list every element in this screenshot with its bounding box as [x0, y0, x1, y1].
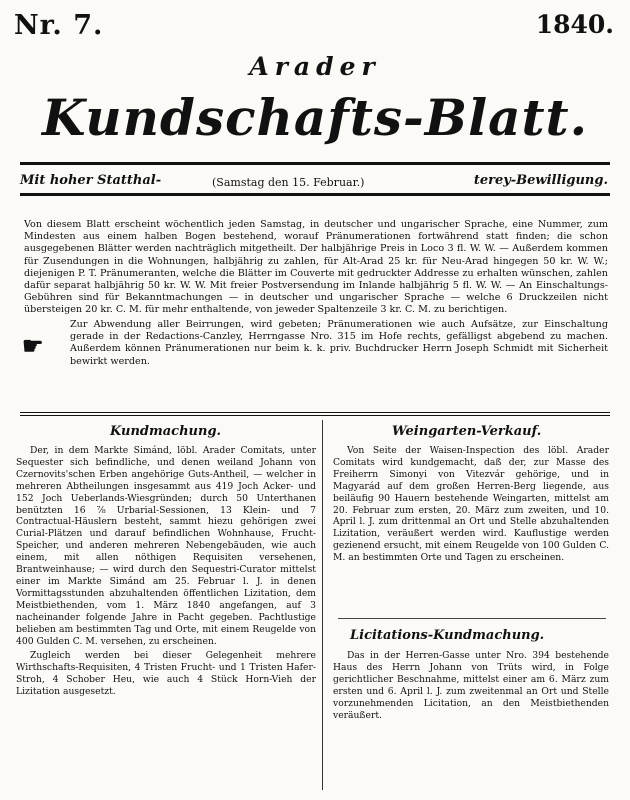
- masthead-title: Kundschafts-Blatt.: [41, 88, 589, 147]
- masthead-rule-bottom: [20, 193, 610, 196]
- heading-licitations-kundmachung: Licitations-Kundmachung.: [350, 628, 545, 643]
- masthead-subtitle: Arader: [249, 52, 381, 81]
- permit-left: Mit hoher Statthal-: [20, 173, 162, 188]
- section-divider: [20, 412, 610, 413]
- submission-notice: Zur Abwendung aller Beirrungen, wird gebeten; Pränumerationen wie auch Aufsätze, zur Einschaltung gerade in der Redactions-Canzley, Herrngasse Nro. 315 im Hofe rechts, gefälligst abgebend zu machen. Außerdem können Pränumerationen nur beim k. k. priv. Buchdrucker Herrn Joseph Schmidt mit Sicherheit bewirkt werden.: [70, 319, 608, 367]
- right-article-2-paragraph: Das in der Herren-Gasse unter Nro. 394 bestehende Haus des Herrn Johann von Trüts wird, in Folge gerichtlicher Beschnahme, mittelst einer am 6. März zum ersten und 6. April l. J. zum zweitenmal an Ort und Stelle vorzunehmenden Licitation, an den Meistbiethenden veräußert.: [333, 650, 609, 721]
- right-article-2-body: [333, 650, 609, 724]
- issue-year: 1840.: [535, 10, 614, 39]
- left-article-body: [16, 445, 316, 701]
- left-article-paragraph-2: Zugleich werden bei dieser Gelegenheit mehrere Wirthschafts-Requisiten, 4 Tristen Frucht- und 1 Tristen Hafer-Stroh, 4 Schober Heu, wie auch 4 Stück Horn-Vieh der Lizitation ausgesetzt.: [16, 650, 316, 698]
- heading-weingarten-verkauf: Weingarten-Verkauf.: [392, 424, 542, 439]
- right-column-divider: [338, 618, 606, 619]
- subscription-notice: Von diesem Blatt erscheint wöchentlich jeden Samstag, in deutscher und ungarischer Sprache, eine Nummer, zum Mindesten aus einem halben Bogen bestehend, worauf Pränumerationen fortwährend statt finden; die schon ausgegebenen Blätter werden nachträglich mitgetheilt. Der halbjährige Preis in Loco 3 fl. W. W. — Außerdem kommen für Zusendungen in die Wohnungen, halbjährig zu zahlen, für Alt-Arad 25 kr. für Neu-Arad hingegen 50 kr. W. W.; diejenigen P. T. Pränumeranten, welche die Blätter im Couverte mit gedruckter Addresse zu erhalten wünschen, zahlen dafür separat halbjährig 50 kr. W. W. Mit freier Postversendung im Inlande halbjährig 5 fl. W. W. — An Einschaltungs-Gebühren sind für Bekanntmachungen — in deutscher und ungarischer Sprache — welche 6 Druckzeilen nicht übersteigen 20 kr. C. M. für mehr enthaltende, von jeweder Spaltenzeile 3 kr. C. M. zu berichtigen.: [24, 219, 608, 316]
- heading-kundmachung: Kundmachung.: [110, 424, 222, 439]
- issue-number: Nr. 7.: [14, 10, 104, 41]
- section-divider-2: [20, 415, 610, 416]
- column-divider: [322, 420, 323, 790]
- pointing-hand-icon: ☛: [22, 331, 44, 360]
- masthead-rule-top: [20, 162, 610, 165]
- right-article-1-paragraph: Von Seite der Waisen-Inspection des löbl. Arader Comitats wird kundgemacht, daß der, zur Masse des Freiherrn Simonyi von Vitezvár gehörige, und in Magyarád auf dem großen Herren-Berg liegende, aus beiläufig 90 Hauern bestehende Weingarten, mittelst am 20. Februar zum ersten, 20. März zum zweiten, und 10. April l. J. zum drittenmal an Ort und Stelle abzuhaltenden Lizitation, veräußert werden wird. Kauflustige werden gezienend ersucht, mit einem Reugelde von 100 Gulden C. M. an bestimmten Orte und Tagen zu erscheinen.: [333, 445, 609, 564]
- left-article-paragraph-1: Der, in dem Markte Simánd, löbl. Arader Comitats, unter Sequester sich befindliche, und denen weiland Johann von Czernovits'schen Erben angehörige Guts-Antheil, — welcher in mehreren Abtheilungen insgesammt aus 419 Joch Acker- und 152 Joch Ueberlands-Wiesgründen; durch 50 Unterthanen benützten 16 ⅞ Urbarial-Sessionen, 13 Klein- und 7 Contractual-Häuslern besteht, sammt hiezu gehörigen zwei Curial-Plätzen und darauf befindlichen Wohnhause, Frucht-Speicher, und anderen mehreren Nebengebäuden, wie auch einem, mit allen nöthigen Requisiten versehenen, Brantweinhause; — wird durch den Sequestri-Curator mittelst einer im Markte Simánd am 25. Februar l. J. in denen Vormittagsstunden abzuhaltenden öffentlichen Lizitation, dem Meistbiethenden, vom 1. März 1840 angefangen, auf 3 nacheinander folgende Jahre in Pacht gegeben. Pachtlustige belieben am bestimmten Tag und Orte, mit einem Reugelde von 400 Gulden C. M. versehen, zu erscheinen.: [16, 445, 316, 647]
- issue-date: (Samstag den 15. Februar.): [212, 176, 365, 189]
- right-article-1-body: [333, 445, 609, 567]
- permit-right: terey-Bewilligung.: [473, 173, 608, 188]
